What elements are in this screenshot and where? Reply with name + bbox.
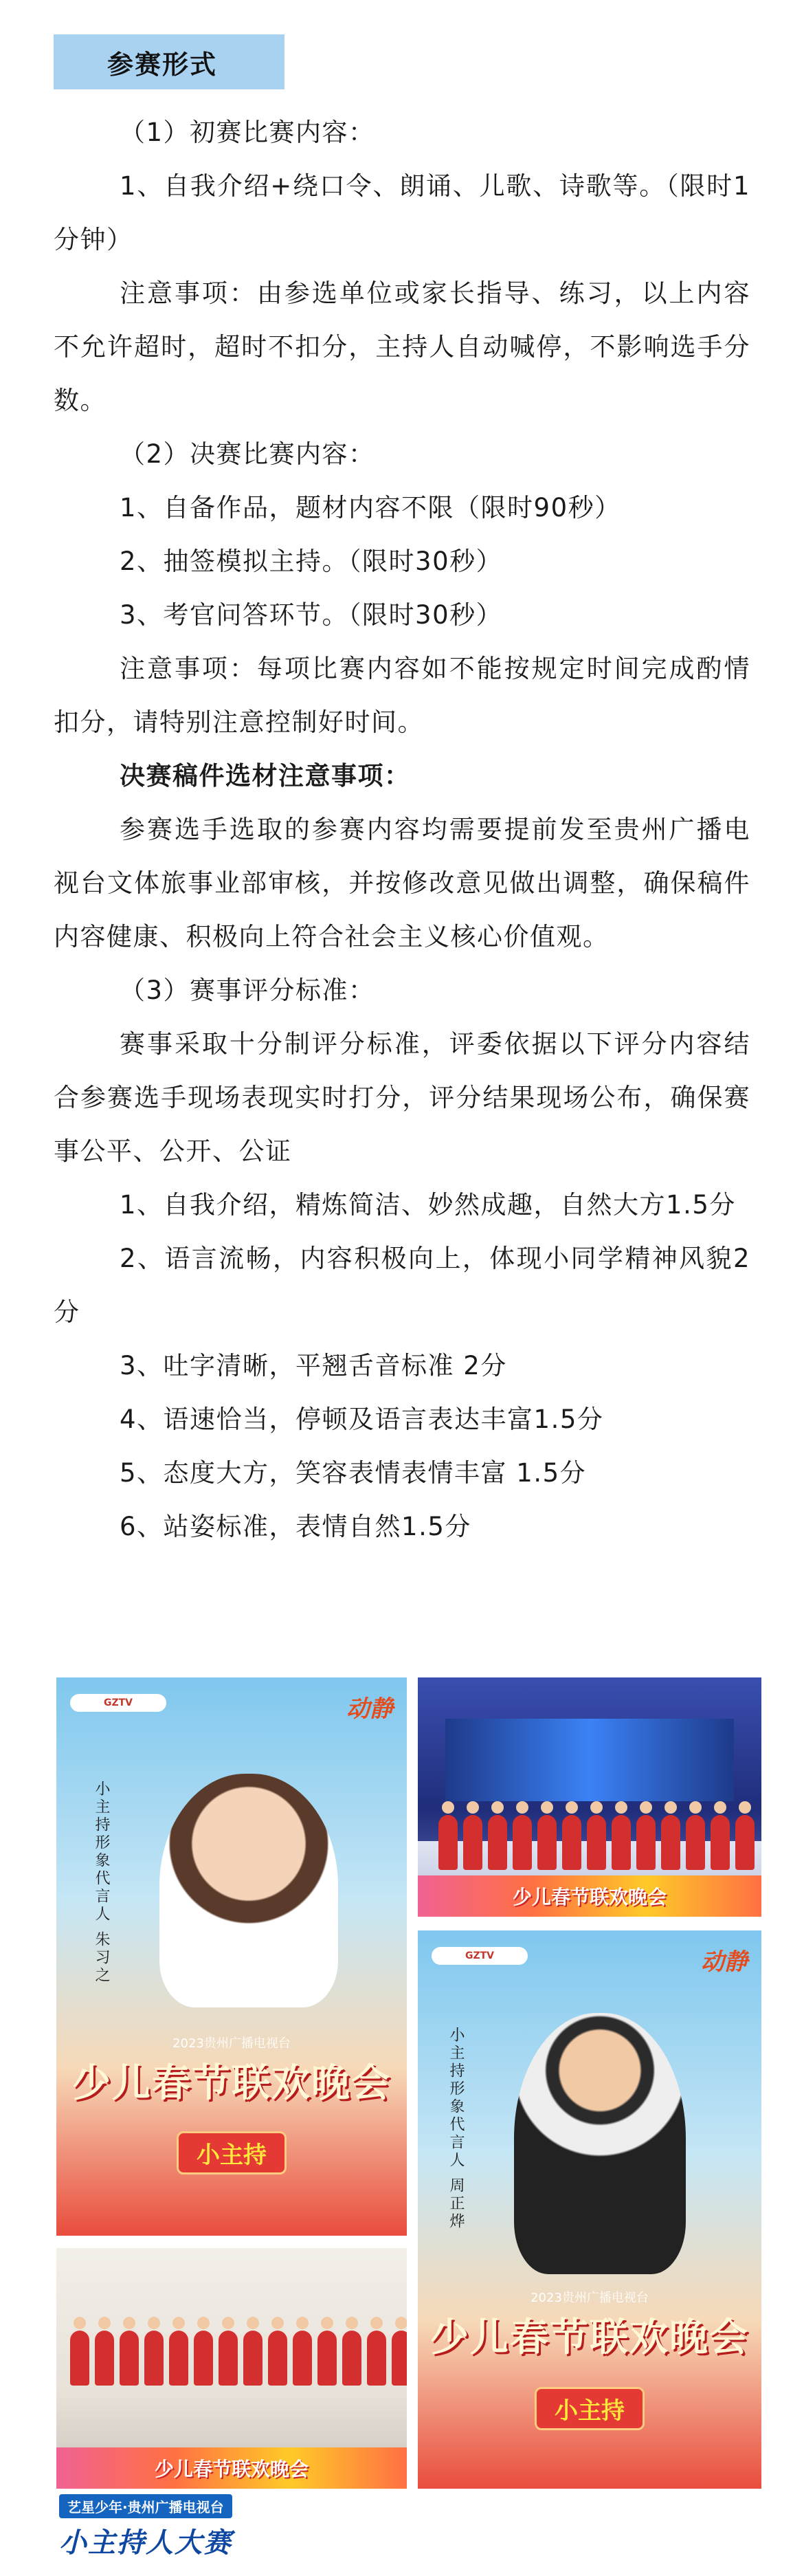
- paragraph: 2、语言流畅，内容积极向上，体现小同学精神风貌2分: [54, 1244, 750, 1327]
- event-title: 少儿春节联欢晚会: [72, 2061, 391, 2106]
- paragraph: 决赛稿件选材注意事项：: [120, 761, 411, 791]
- paragraph: 3、吐字清晰，平翘舌音标准 2分: [120, 1351, 507, 1380]
- rules-text: [54, 106, 750, 1554]
- paragraph: （2）决赛比赛内容：: [120, 439, 375, 469]
- event-subtitle: 2023贵州广播电视台: [172, 2036, 291, 2051]
- paragraph: 赛事采取十分制评分标准，评委依据以下评分内容结合参赛选手现场表现实时打分，评分结果现场公布，确保赛事公平、公开、公证: [54, 1029, 750, 1166]
- paragraph: 1、自备作品，题材内容不限（限时90秒）: [120, 493, 621, 522]
- paragraph: 3、考官问答环节。（限时30秒）: [120, 600, 503, 630]
- poster-host-girl: [56, 1677, 407, 2236]
- stage-banner: 少儿春节联欢晚会: [56, 2447, 407, 2489]
- poster-spokesperson-label: 小主持形象代言人 周正烨: [447, 2027, 465, 2231]
- stage-banner: 少儿春节联欢晚会: [418, 1875, 761, 1917]
- station-logo: GZTV: [70, 1694, 166, 1712]
- paragraph: 6、站姿标准，表情自然1.5分: [120, 1512, 471, 1541]
- poster-host-boy: [418, 1930, 761, 2489]
- rehearsal-photo: [56, 2248, 407, 2489]
- footer-logo-top: 艺星少年·贵州广播电视台: [59, 2494, 232, 2518]
- stage-screen: [445, 1719, 734, 1801]
- paragraph: 注意事项：每项比赛内容如不能按规定时间完成酌情扣分，请特别注意控制好时间。: [54, 654, 750, 737]
- event-subtitle: 2023贵州广播电视台: [531, 2291, 649, 2305]
- poster-spokesperson-label: 小主持形象代言人 朱习之: [93, 1781, 110, 1985]
- paragraph: 4、语速恰当，停顿及语言表达丰富1.5分: [120, 1405, 604, 1434]
- station-logo: GZTV: [432, 1947, 528, 1965]
- paragraph: 1、自我介绍+绕口令、朗诵、儿歌、诗歌等。（限时1分钟）: [54, 171, 750, 254]
- host-badge: 小主持: [535, 2387, 645, 2430]
- performers-row: [438, 1815, 755, 1870]
- paragraph: （3）赛事评分标准：: [120, 976, 375, 1005]
- child-photo: [514, 2013, 686, 2274]
- performers-row: [70, 2331, 407, 2386]
- paragraph: 1、自我介绍，精炼简洁、妙然成趣，自然大方1.5分: [120, 1190, 736, 1220]
- child-photo: [159, 1774, 338, 2007]
- section-title: 参赛形式: [54, 34, 284, 89]
- footer-logo: [59, 2494, 232, 2560]
- paragraph: 注意事项：由参选单位或家长指导、练习，以上内容不允许超时，超时不扣分，主持人自动喊停，不影响选手分数。: [54, 278, 750, 415]
- paragraph: （1）初赛比赛内容：: [120, 118, 375, 147]
- brand-logo: 动静: [701, 1948, 748, 1976]
- paragraph: 5、态度大方，笑容表情表情丰富 1.5分: [120, 1458, 587, 1488]
- stage-photo: [418, 1677, 761, 1917]
- paragraph: 参赛选手选取的参赛内容均需要提前发至贵州广播电视台文体旅事业部审核，并按修改意见做出调整，确保稿件内容健康、积极向上符合社会主义核心价值观。: [54, 815, 750, 951]
- paragraph: 2、抽签模拟主持。（限时30秒）: [120, 547, 503, 576]
- host-badge: 小主持: [177, 2131, 287, 2175]
- footer-logo-main: 小主持人大赛: [59, 2527, 232, 2559]
- brand-logo: 动静: [346, 1695, 393, 1723]
- event-title: 少儿春节联欢晚会: [430, 2315, 749, 2360]
